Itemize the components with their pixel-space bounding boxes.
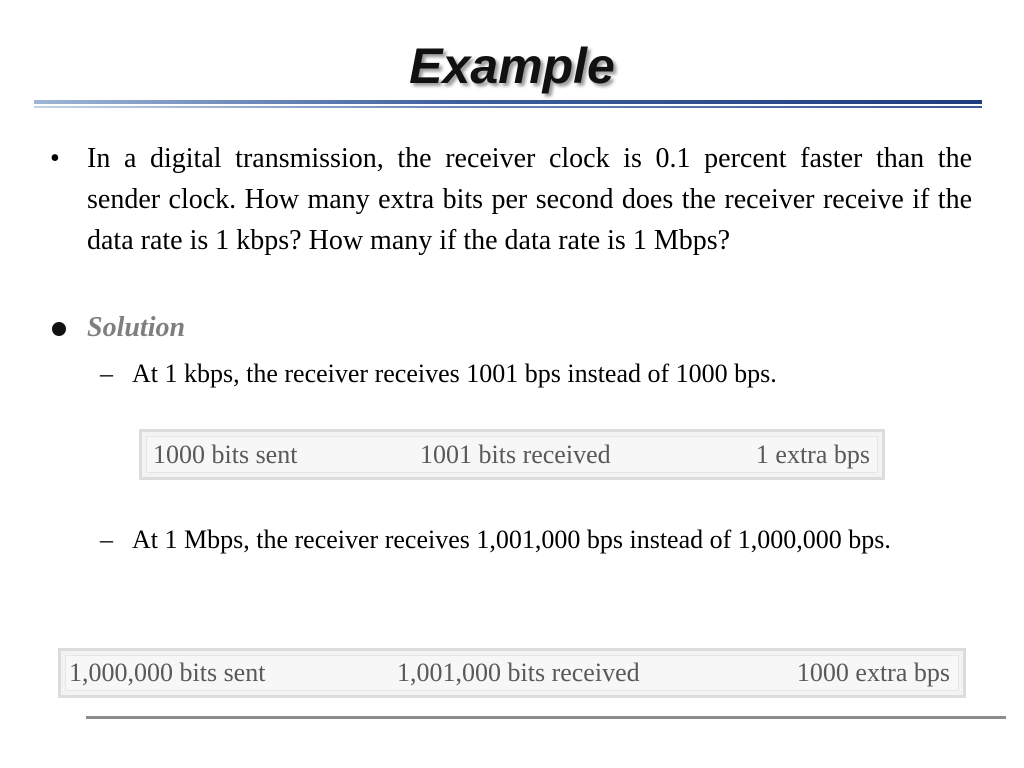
title-divider: [34, 100, 982, 109]
title-divider-thin: [34, 106, 982, 108]
bits-sent-label: 1000 bits sent: [153, 440, 298, 469]
solution-heading: [50, 308, 650, 348]
solution-item-kbps: [100, 355, 920, 395]
title-divider-thick: [34, 100, 982, 104]
kbps-result-box: [139, 429, 885, 480]
bullet-marker: •: [50, 143, 60, 174]
solution-item-text: At 1 kbps, the receiver receives 1001 bps instead of 1000 bps.: [132, 359, 777, 388]
question-text: In a digital transmission, the receiver clock is 0.1 percent faster than the sender clock. How many extra bits per second does the receiver receive if the data rate is 1 kbps? How many if the data rate is 1 Mbps?: [87, 143, 972, 256]
extra-bps-label: 1000 extra bps: [796, 658, 950, 687]
solution-label: Solution: [87, 312, 186, 343]
dash-marker: –: [100, 359, 113, 388]
solution-bullet-dot: [52, 322, 66, 336]
slide-title: Example: [409, 38, 615, 94]
bits-received-label: 1001 bits received: [420, 440, 611, 469]
solution-item-mbps: [100, 521, 920, 601]
bits-sent-label: 1,000,000 bits sent: [69, 658, 266, 687]
footer-divider: [86, 716, 1006, 719]
extra-bps-label: 1 extra bps: [755, 440, 870, 469]
dash-marker: –: [100, 525, 113, 554]
solution-item-text: At 1 Mbps, the receiver receives 1,001,000 bps instead of 1,000,000 bps.: [132, 525, 891, 554]
mbps-result-box: [58, 648, 966, 698]
bits-received-label: 1,001,000 bits received: [397, 658, 640, 687]
